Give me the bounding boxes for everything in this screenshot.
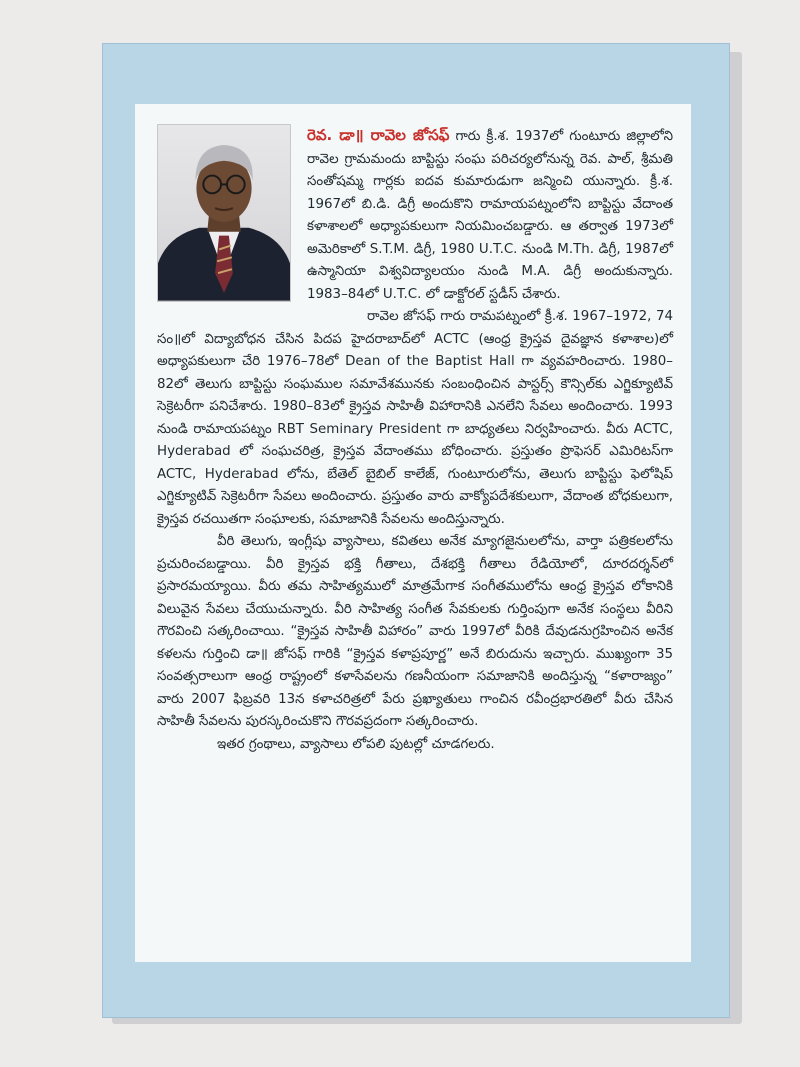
author-name: రెవ. డా॥ రావెల జోసఫ్ bbox=[307, 126, 450, 144]
bio-panel bbox=[135, 104, 691, 962]
bio-paragraph-4: ఇతర గ్రంథాలు, వ్యాసాలు లోపలి పుటల్లో చూడగలరు. bbox=[217, 736, 495, 752]
bio-paragraph-1-text: గారు క్రీ.శ. 1937లో గుంటూరు జిల్లాలోని రావెల గ్రామమందు బాప్టిస్టు సంఘ పరిచర్యలోనున్న రెవ. పాల్, శ్రీమతి సంతోషమ్మ గార్లకు ఐదవ కుమారుడుగా జన్మించి యున్నారు. క్రీ.శ. 1967లో బి.డి. డిగ్రీ అందుకొని రామాయపట్నంలోని బాప్టిస్టు వేదాంత కళాశాలలో అధ్యాపకులుగా నియమించబడ్డారు. ఆ తర్వాత 1973లో అమెరికాలో S.T.M. డిగ్రీ, 1980 U.T.C. నుండి M.Th. డిగ్రీ, 1987లో ఉస్మానియా విశ్వవిద్యాలయం నుండి M.A. డిగ్రీ అందుకున్నారు. 1983–84లో U.T.C. లో డాక్టోరల్ స్టడీస్ చేశారు. bbox=[307, 129, 673, 302]
author-photo bbox=[157, 124, 291, 302]
bio-paragraph-2: రావెల జోసఫ్ గారు రామపట్నంలో క్రీ.శ. 1967–1972, 74 సం॥లో విద్యాబోధన చేసిన పిదప హైదరాబాద్‌లో ACTC (ఆంధ్ర క్రైస్తవ దైవజ్ఞాన కళాశాల)లో అధ్యాపకులుగా చేరి 1976–78లో Dean of the Baptist Hall గా వ్యవహరించారు. 1980–82లో తెలుగు బాప్టిస్టు సంఘముల సమావేశమునకు సంబంధించిన పాస్టర్స్ కౌన్సిల్‌కు ఎగ్జిక్యూటివ్ సెక్రెటరీగా పనిచేశారు. 1980–83లో క్రైస్తవ సాహితీ విహారానికి ఎనలేని సేవలు అందించారు. 1993 నుండి రామాయపట్నం RBT Seminary President గా బాధ్యతలు నిర్వహించారు. వీరు ACTC, Hyderabad లో సంఘచరిత్ర, క్రైస్తవ వేదాంతము బోధించారు. ప్రస్తుతం ప్రొఫెసర్ ఎమిరిటస్‌గా ACTC, Hyderabad లోను, బేతెల్ బైబిల్ కాలేజ్, గుంటూరులోను, తెలుగు బాప్టిస్టు ఫెలోషిప్ ఎగ్జిక్యూటివ్ సెక్రెటరీగా సేవలు అందించారు. ప్రస్తుతం వారు వాక్యోపదేశకులుగా, వేదాంత బోధకులుగా, క్రైస్తవ రచయితగా సంఘాలకు, సమాజానికి సేవలను అందిస్తున్నారు. bbox=[157, 309, 673, 527]
author-portrait-icon bbox=[158, 125, 290, 301]
bio-paragraph-3: వీరి తెలుగు, ఇంగ్లీషు వ్యాసాలు, కవితలు అనేక మ్యాగజైనులలోను, వార్తా పత్రికలలోను ప్రచురించబడ్డాయి. వీరి క్రైస్తవ భక్తి గీతాలు, దేశభక్తి గీతాలు రేడియోలో, దూరదర్శన్‌లో ప్రసారమయ్యాయి. వీరు తమ సాహిత్యములో మాత్రమేగాక సంగీతములోను ఆంధ్ర క్రైస్తవ లోకానికి విలువైన సేవలు చేయుచున్నారు. వీరి సాహిత్య సంగీత సేవకులకు గుర్తింపుగా అనేక సంస్థలు వీరిని గౌరవించి సత్కరించాయి. “క్రైస్తవ సాహితీ విహారం” వారు 1997లో వీరికి దేవుడనుగ్రహించిన అనేక కళలను గుర్తించి డా॥ జోసఫ్ గారికి “క్రైస్తవ కళాప్రపూర్ణ” అనే బిరుదును ఇచ్చారు. ముఖ్యంగా 35 సంవత్సరాలుగా ఆంధ్ర రాష్ట్రంలో కళాసేవలను గణనీయంగా సమాజానికి అందిస్తున్న “కళారాజ్యం” వారు 2007 ఫిబ్రవరి 13న కళాచరిత్రలో పేరు ప్రఖ్యాతులు గాంచిన రవీంద్రభారతిలో వీరు చేసిన సాహితీ సేవలను పురస్కరించుకొని గౌరవప్రదంగా సత్కరించారు. bbox=[157, 534, 673, 729]
